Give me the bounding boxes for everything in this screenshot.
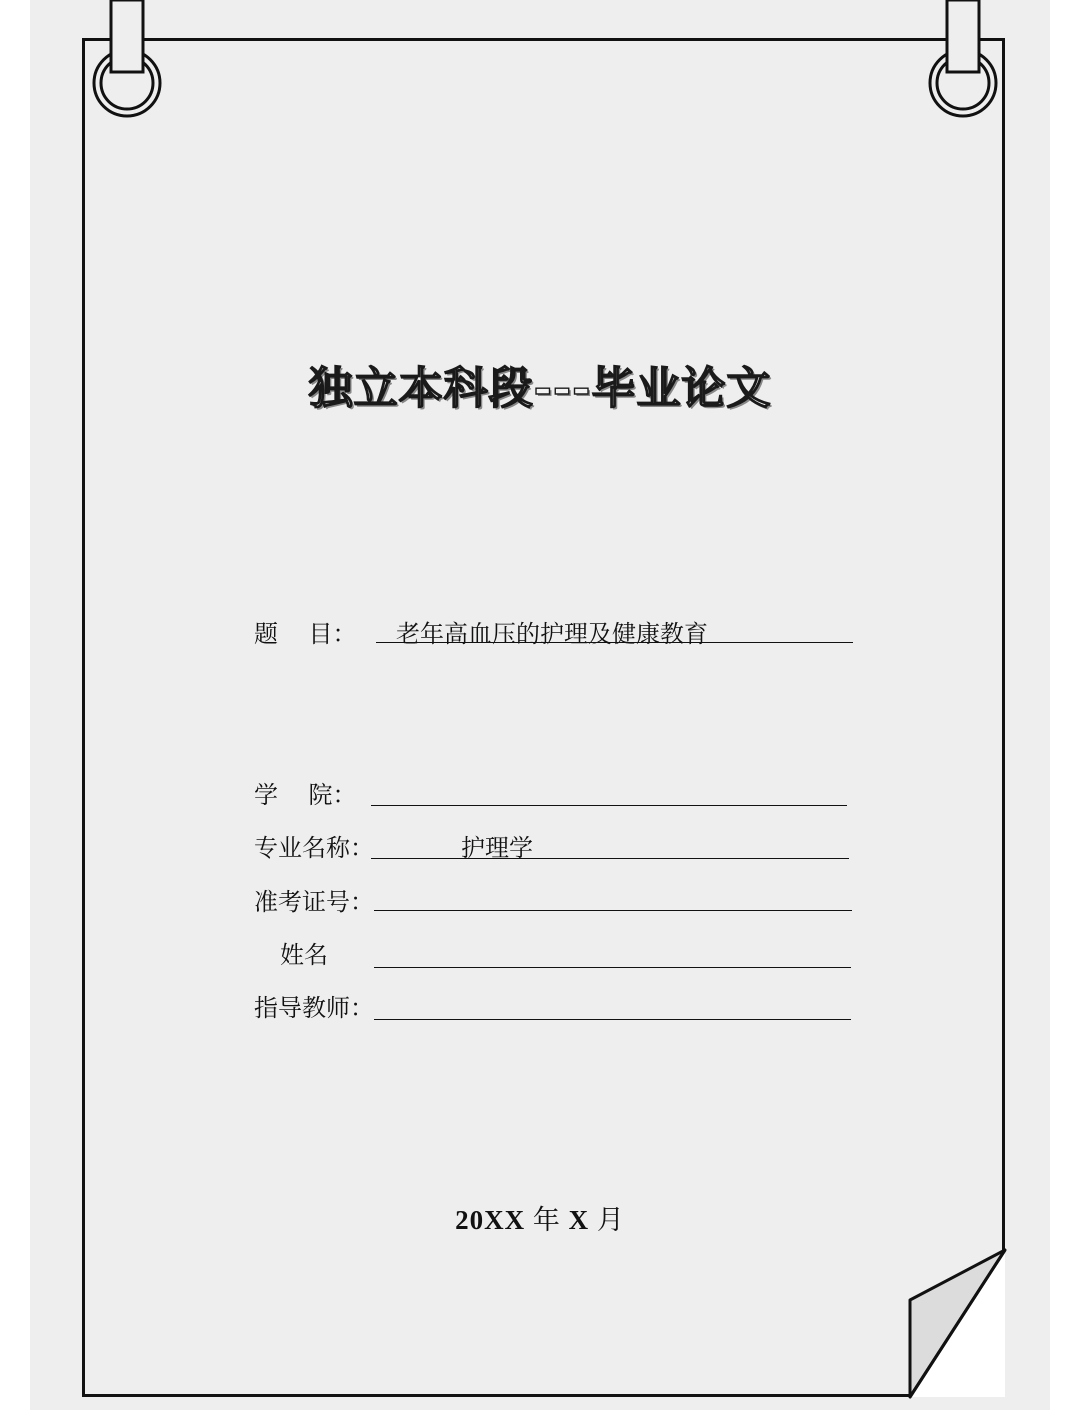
topic-underline	[376, 642, 853, 643]
college-label: 学 院：	[254, 781, 357, 809]
submission-date	[0, 1198, 1080, 1237]
date-month: X	[568, 1205, 590, 1235]
date-month-char: 月	[596, 1205, 625, 1235]
advisor-underline	[374, 1019, 851, 1020]
major-underline	[371, 858, 849, 859]
exam-id-label: 准考证号：	[254, 888, 374, 916]
college-underline	[371, 805, 847, 806]
topic-label: 题 目：	[254, 620, 357, 648]
major-value: 护理学	[461, 834, 533, 862]
name-underline	[374, 967, 851, 968]
cover-frame	[82, 38, 1005, 1397]
advisor-label: 指导教师：	[254, 994, 374, 1022]
thesis-title: 独立本科段---毕业论文	[308, 363, 772, 414]
exam-id-underline	[374, 910, 852, 911]
major-label: 专业名称：	[254, 834, 374, 862]
topic-value: 老年高血压的护理及健康教育	[396, 620, 708, 648]
name-label: 姓名	[280, 941, 328, 969]
date-year: 20XX	[455, 1205, 526, 1235]
date-year-char: 年	[532, 1205, 561, 1235]
